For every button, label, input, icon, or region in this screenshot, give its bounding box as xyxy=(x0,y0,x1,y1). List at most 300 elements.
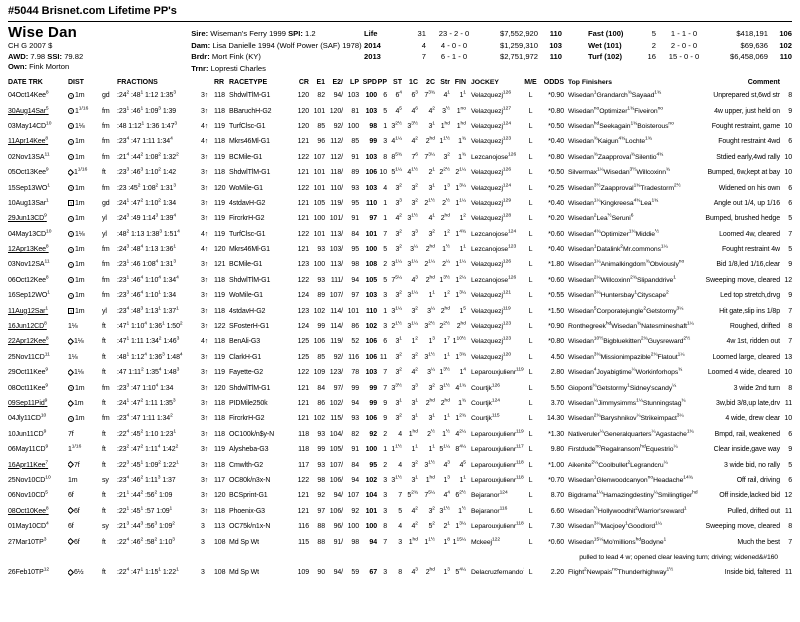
e2-pace: 104/ xyxy=(329,430,343,438)
first-call: $3^{1\frac{1}{4}}$ xyxy=(407,321,418,331)
jockey: Velazquezj$^{123}$ xyxy=(471,337,512,346)
top-finishers: Nativeruler$^{\frac{1}{4}}$Generalquarters$^{\frac{1}{4}}$Agastache$^{1\frac{3}{4}}$ xyxy=(568,429,694,438)
age-restriction: 4↑ xyxy=(201,138,209,146)
class-rating: 122 xyxy=(297,153,309,161)
pedigree-block xyxy=(191,25,364,74)
e1-pace: 93 xyxy=(317,276,325,284)
second-call: $2^{hd}$ xyxy=(425,137,435,146)
field-size: 12 xyxy=(784,276,792,284)
e2-pace: 97/ xyxy=(333,384,343,392)
e1-pace: 106 xyxy=(313,338,325,346)
race-date: 08Oct10Kee$^8$ xyxy=(8,506,49,515)
e1-pace: 97 xyxy=(317,507,325,515)
turf-marker-icon: T xyxy=(69,155,73,161)
race-date: 29Oct11Kee$^9$ xyxy=(8,367,49,377)
race-rating: 118 xyxy=(214,138,225,146)
second-call: $1^{1\frac{1}{2}}$ xyxy=(424,537,435,546)
track-condition: ft xyxy=(102,461,106,469)
race-distance: T 1m xyxy=(69,199,85,207)
track-condition: sy xyxy=(102,476,109,484)
late-pace: 95 xyxy=(351,199,359,207)
ssi-label: SSI: xyxy=(47,51,63,61)
pp-row xyxy=(8,211,792,226)
age-restriction: 3↑ xyxy=(201,199,209,207)
finish-position: $6^{2\frac{1}{2}}$ xyxy=(455,491,466,500)
speed-figure: 106 xyxy=(365,353,377,361)
comment: 4 wide, drew clear xyxy=(725,415,780,423)
comment: Bumped, 6w,kept at bay xyxy=(707,169,780,177)
late-pace: 81 xyxy=(351,107,359,115)
comment: Off inside,lacked bid xyxy=(719,492,780,500)
top-finishers: Wisedan$^5$Corporatejungle$^2$Getstormy$^{3\frac{1}{4}}$ xyxy=(568,306,684,315)
field-size: 6 xyxy=(788,476,792,484)
e1-pace: 102 xyxy=(313,307,325,315)
e1-pace: 88 xyxy=(317,523,325,531)
field-size: 7 xyxy=(788,307,792,315)
col-header-medication: M/E xyxy=(524,79,537,86)
medication: L xyxy=(528,415,533,423)
stretch-call: $1^3$ xyxy=(443,183,450,192)
post-position: 3 xyxy=(383,507,387,515)
field-size: 11 xyxy=(784,569,792,577)
stretch-call: $4^4$ xyxy=(443,491,450,500)
class-rating: 122 xyxy=(297,230,309,238)
track-condition: ft xyxy=(102,353,106,361)
first-call: $3^{3\frac{1}{2}}$ xyxy=(407,121,418,130)
start-call: $7^{5\frac{1}{4}}$ xyxy=(391,275,402,284)
e2-pace: 120/ xyxy=(329,107,343,115)
race-type: TurfClsc-G1 xyxy=(229,122,266,130)
field-size: 9 xyxy=(788,292,792,300)
post-position: 7 xyxy=(383,538,387,546)
speed-figure: 103 xyxy=(365,184,377,192)
late-pace: 86 xyxy=(351,323,359,331)
finish-position: $1^1$ xyxy=(459,90,466,100)
stat-lb: 2013 xyxy=(364,52,381,61)
pp-row xyxy=(8,257,792,272)
owner-line xyxy=(8,62,191,73)
fractions: $:24^2$ $:48^1$ 1:12 $1:35^3$ xyxy=(117,90,177,100)
post-position: 8 xyxy=(383,523,387,531)
class-rating: 117 xyxy=(298,461,309,469)
race-distance: T 1m xyxy=(69,138,85,146)
top-finishers: Wisedan$^{15\frac{1}{4}}$Mo'millions$^{hd}$Bodyne$^1$ xyxy=(568,537,667,546)
odds: *0.80 xyxy=(548,338,564,346)
field-size: 10 xyxy=(784,122,792,130)
top-finishers: Wisedan$^{\frac{3}{4}}$Zaapproval$^{\frac{3}{4}}$Silentio$^{4\frac{3}{4}}$ xyxy=(568,152,664,161)
race-rating: 118 xyxy=(214,107,225,115)
first-call: $3^2$ xyxy=(411,183,418,192)
fractions: $:23^3$ $:46^4$ $1:10^1$ 1:34 xyxy=(117,290,177,300)
age-restriction: 3↑ xyxy=(201,307,209,315)
fractions: $:22^4$ $:47^1$ $1:15^1$ $1:22^1$ xyxy=(117,567,179,577)
first-call: $1^2$ xyxy=(411,337,418,346)
track-condition: fm xyxy=(102,107,110,115)
e2-pace: 105/ xyxy=(329,446,343,454)
speed-figure: 100 xyxy=(365,523,377,531)
stretch-call: $3^{1\frac{1}{2}}$ xyxy=(439,383,450,392)
race-distance: T 1m xyxy=(69,215,85,223)
odds: *0.60 xyxy=(548,276,564,284)
comment: Bumped, brushed hedge xyxy=(705,215,780,223)
stretch-call: $2^{hd}$ xyxy=(440,213,450,223)
stat-lb: Fast (100) xyxy=(588,29,624,38)
first-call: $6^3$ xyxy=(411,90,418,100)
top-finishers: Wisedan$^{4\frac{3}{4}}$Optimizer$^{1\frac{3}{4}}$Middie$^{\frac{1}{2}}$ xyxy=(568,229,660,238)
col-header-odds: ODDS xyxy=(543,79,564,86)
age-restriction: 3↑ xyxy=(201,353,209,361)
col-header-stretch-call: Str xyxy=(440,79,450,86)
odds: 9.80 xyxy=(550,446,564,454)
post-position: 7 xyxy=(383,230,387,238)
inner-turf-marker-icon: T xyxy=(69,309,73,315)
first-call: $3^2$ xyxy=(411,198,418,207)
race-date: 26Feb10TP$^{12}$ xyxy=(8,567,50,577)
finish-position: $1^{hd}$ xyxy=(456,121,466,130)
class-rating: 116 xyxy=(298,523,309,531)
record-stats-surface xyxy=(588,28,792,63)
horse-identity xyxy=(8,25,191,73)
fractions: $:21^3$ $:44^3$ $:56^3$ $1:09^2$ xyxy=(117,521,176,531)
race-date: 08Oct11Kee$^9$ xyxy=(8,383,49,392)
jockey: Courtjk$^{115}$ xyxy=(471,414,500,423)
e2-pace: 94/ xyxy=(333,92,343,100)
e1-pace: 84 xyxy=(317,384,325,392)
breeder-label: Brdr: xyxy=(191,52,210,61)
late-pace: 100 xyxy=(347,122,359,130)
odds: *0.40 xyxy=(548,199,564,207)
start-call: $3^2$ xyxy=(395,367,402,377)
comment: Clear inside,gave way xyxy=(713,446,780,454)
late-pace: 82 xyxy=(351,430,359,438)
class-rating: 121 xyxy=(297,246,309,254)
race-date: 10Aug13Sar$^1$ xyxy=(8,198,49,207)
jockey: Velazquezj$^{128}$ xyxy=(471,214,512,223)
post-position: 9 xyxy=(383,415,387,423)
class-rating: 121 xyxy=(297,215,309,223)
age-restriction: 4↑ xyxy=(201,338,209,346)
medication: L xyxy=(528,507,533,515)
finish-position: $1^{2\frac{3}{4}}$ xyxy=(455,414,466,423)
e1-pace: 93 xyxy=(317,246,325,254)
race-date: $27Mar10TP^3$ xyxy=(8,537,47,546)
post-position: 5 xyxy=(383,276,387,284)
second-call: $3^{\frac{1}{4}}$ xyxy=(427,306,435,315)
jockey: Leparouxjulienr$^{118}$ xyxy=(471,521,524,531)
comment: 3 wide 2nd turn xyxy=(733,384,780,392)
race-date: 22Apr12Kee$^8$ xyxy=(8,337,49,346)
pp-row xyxy=(8,442,792,457)
comment: Fought restraint 4w xyxy=(721,246,780,254)
top-finishers: Silvermax$^{1\frac{1}{4}}$Wisedan$^{3\frac{1}{2}}$Willcoxinn$^{\frac{3}{4}}$ xyxy=(568,167,670,177)
speed-figure: 103 xyxy=(365,369,377,377)
odds: *0.20 xyxy=(548,215,564,223)
inner-turf-marker-icon: T xyxy=(69,201,73,207)
pp-row xyxy=(8,565,792,580)
track-condition: ft xyxy=(102,507,106,515)
track-condition: fm xyxy=(102,153,110,161)
field-size: 8 xyxy=(788,323,792,331)
race-rating: 120 xyxy=(214,492,226,500)
comment: Widened on his own xyxy=(718,184,780,192)
speed-figure: 97 xyxy=(369,215,377,223)
all-weather-marker-icon xyxy=(68,461,74,468)
field-size: 9 xyxy=(788,261,792,269)
race-rating: 120 xyxy=(214,246,226,254)
odds: *0.50 xyxy=(548,122,564,130)
top-finishers: Ronthegreek$^{hd}$Wisedan$^{\frac{3}{4}}$Natesmineshaft$^{1\frac{1}{4}}$ xyxy=(568,321,694,331)
col-header-field-size xyxy=(780,79,792,88)
col-header-finish-position: FIN xyxy=(454,79,466,86)
race-type: BCMile-G1 xyxy=(229,261,263,269)
pp-row xyxy=(8,227,792,242)
class-rating: 124 xyxy=(297,323,309,331)
age-restriction: 3 xyxy=(201,538,205,546)
speed-figure: 106 xyxy=(365,338,377,346)
jockey: Mckeej$^{122}$ xyxy=(471,537,501,546)
fractions: $:24^1$ $:47^2$ 1:11 $1:35^3$ xyxy=(117,398,176,407)
second-call: $3^2$ xyxy=(428,229,435,238)
pp-row xyxy=(8,180,792,195)
odds: 4.50 xyxy=(550,353,564,361)
post-position: 11 xyxy=(379,353,387,361)
stat-s4: 110 xyxy=(549,52,562,61)
jockey: Delacruzfernando xyxy=(471,569,524,577)
odds: *0.60 xyxy=(548,538,564,546)
field-size: 5 xyxy=(788,215,792,223)
stretch-call: $1^7$ xyxy=(443,337,450,346)
late-pace: 92 xyxy=(351,507,359,515)
race-rating: 118 xyxy=(214,400,225,407)
medication: L xyxy=(528,246,533,254)
col-header-race-rating: RR xyxy=(214,79,225,86)
race-rating: 118 xyxy=(214,507,225,515)
fractions: :48 $1:12^1$ 1:36 $1:47^3$ xyxy=(117,121,178,130)
top-finishers: Wisedan$^{\frac{1}{2}}$Hollywoodhit$^2$Warrior'sreward$^1$ xyxy=(568,506,687,515)
post-position: 5 xyxy=(383,107,387,115)
pp-table xyxy=(8,79,792,581)
race-rating: 119 xyxy=(214,353,225,361)
pp-row xyxy=(8,396,792,411)
stretch-call: $2^{hd}$ xyxy=(440,398,450,407)
race-rating: 119 xyxy=(214,446,225,454)
e1-pace: 101 xyxy=(313,184,325,192)
col-header-jockey: JOCKEY xyxy=(471,79,499,86)
race-date: 30Aug14Sar$^5$ xyxy=(8,106,49,115)
first-call: $5^{2\frac{3}{4}}$ xyxy=(407,491,418,500)
speed-figure: 95 xyxy=(369,461,377,469)
finish-position: $1^{15\frac{1}{4}}$ xyxy=(452,537,466,546)
e2-pace: 92/ xyxy=(333,353,343,361)
col-header-start-call: ST xyxy=(393,79,402,86)
stretch-call: $4^1$ xyxy=(443,90,450,100)
medication: L xyxy=(528,338,533,346)
top-finishers: Wisedan$^{1\frac{1}{4}}$Kingkreesa$^{4\frac{3}{4}}$Lea$^{1\frac{3}{4}}$ xyxy=(568,198,659,207)
jockey: Bejaranor$^{124}$ xyxy=(471,491,508,500)
e1-pace: 92 xyxy=(317,492,325,500)
jockey: Leparouxjulienr$^{119}$ xyxy=(471,429,524,438)
first-call: $3^3$ xyxy=(411,229,418,238)
top-finishers: Bigdrama$^{1\frac{1}{4}}$Hamazingdestiny$^{\frac{1}{4}}$Smilingtiger$^{hd}$ xyxy=(568,491,698,500)
pp-row xyxy=(8,334,792,349)
e2-pace: 101/ xyxy=(329,215,343,223)
stat-s3: $6,458,069 xyxy=(729,52,768,61)
late-pace: 98 xyxy=(351,261,359,269)
race-rating: 119 xyxy=(214,292,225,300)
race-distance: 6½ xyxy=(68,565,102,580)
fractions: $:48^2$ 1:13 $1:38^3$ $1:51^4$ xyxy=(117,229,180,238)
race-date: 25Nov11CD$^{11}$ xyxy=(8,352,50,361)
comment: 3w,bid 3/8,up late,drv xyxy=(716,400,780,407)
class-rating: 125 xyxy=(297,338,309,346)
pp-row xyxy=(8,165,792,180)
age-restriction: 3↑ xyxy=(201,276,209,284)
late-pace: 94 xyxy=(351,400,359,407)
finish-position: $1^{3\frac{1}{4}}$ xyxy=(455,183,466,192)
medication: L xyxy=(528,138,533,146)
class-rating: 125 xyxy=(297,353,309,361)
finish-position: $2^{hd}$ xyxy=(456,321,466,331)
stretch-call: $2^{2\frac{1}{2}}$ xyxy=(439,167,450,177)
e1-pace: 101 xyxy=(313,107,325,115)
start-call: $3^2$ xyxy=(395,183,402,192)
field-size: 8 xyxy=(788,523,792,531)
race-rating: 119 xyxy=(214,215,225,223)
second-call: $7^{5\frac{1}{4}}$ xyxy=(424,491,435,500)
e1-pace: 100 xyxy=(313,215,325,223)
first-call: $3^1$ xyxy=(411,398,418,407)
jockey: Leparouxjulienr$^{117}$ xyxy=(471,444,524,454)
speed-figure: 110 xyxy=(366,199,377,207)
race-distance: T 1m xyxy=(69,384,85,392)
race-rating: 108 xyxy=(214,569,226,577)
class-rating: 121 xyxy=(297,415,309,423)
race-date: 12Apr13Kee$^8$ xyxy=(8,244,49,254)
late-pace: 89 xyxy=(351,169,359,177)
start-call: $3^2$ xyxy=(395,414,402,423)
finish-position: $1^{\frac{3}{4}}$ xyxy=(458,137,466,146)
all-weather-marker-icon xyxy=(68,538,74,545)
top-finishers: Wisedan$^1$Datalink$^2$Mr.commons$^{1\frac{1}{4}}$ xyxy=(568,244,668,254)
odds: *0.55 xyxy=(548,292,564,300)
race-rating: 118 xyxy=(214,169,225,177)
class-rating: 121 xyxy=(297,199,309,207)
e2-pace: 107/ xyxy=(329,461,343,469)
race-distance: 1m xyxy=(68,396,102,411)
post-position: 10 xyxy=(379,169,387,177)
second-call: $2^{hd}$ xyxy=(425,567,435,577)
jockey: Velazquezj$^{127}$ xyxy=(471,106,512,115)
start-call: $3^1$ xyxy=(395,398,402,407)
first-call: $1^{hd}$ xyxy=(408,429,418,438)
age-restriction: 3↑ xyxy=(201,369,209,377)
top-finishers: Aikenite$^{2\frac{1}{4}}$Coolbullet$^2$Legrandcru$^{\frac{1}{4}}$ xyxy=(568,460,668,469)
race-date: 03Nov12SA$^{11}$ xyxy=(8,260,50,269)
stat-s3: $69,636 xyxy=(740,40,768,50)
field-size: 8 xyxy=(788,92,792,100)
fractions: :47 $1:11^2$ $1:35^4$ $1:48^3$ xyxy=(117,367,180,377)
top-finishers: Wisedan$^{3\frac{1}{2}}$Zaapproval$^{1\frac{3}{4}}$Tradestorm$^{2\frac{1}{2}}$ xyxy=(568,183,681,192)
fractions: $:47^1$ 1:11 $1:34^2$ $1:46^3$ xyxy=(117,337,180,346)
stat-s2: 1 - 1 - 0 xyxy=(670,29,698,38)
start-call: $3^{2\frac{1}{2}}$ xyxy=(391,121,402,130)
e2-pace: 111/ xyxy=(330,276,343,284)
track-condition: gd xyxy=(102,92,110,100)
finish-position: $1^{no}$ xyxy=(456,106,466,115)
stretch-call: $5^{1\frac{1}{4}}$ xyxy=(439,444,450,454)
age-restriction: 4↑ xyxy=(201,230,209,238)
stretch-call: $1^2$ xyxy=(443,229,450,238)
all-weather-marker-icon xyxy=(68,169,74,176)
field-size: 12 xyxy=(784,492,792,500)
race-distance: T 1⅛ xyxy=(69,230,85,238)
race-type: OC75k/n1x-N xyxy=(229,523,271,531)
top-finishers: Wisedan$^{3\frac{1}{4}}$Huntersbay$^1$Cityscape$^2$ xyxy=(568,291,669,300)
e1-pace: 86 xyxy=(317,400,325,407)
stretch-call: $1^{\frac{1}{2}}$ xyxy=(442,244,450,254)
race-distance: 6f xyxy=(68,492,74,500)
finish-position: $4^{2\frac{1}{4}}$ xyxy=(455,429,466,438)
late-pace: 116 xyxy=(348,353,359,361)
class-rating: 122 xyxy=(297,476,309,484)
medication: L xyxy=(528,446,533,454)
stretch-call: $2^{hd}$ xyxy=(440,306,450,315)
medication: L xyxy=(528,184,533,192)
post-position: 1 xyxy=(383,446,387,454)
all-weather-marker-icon xyxy=(68,399,74,406)
pp-row xyxy=(8,504,792,519)
post-position: 1 xyxy=(383,199,387,207)
speed-figure: 106 xyxy=(365,169,377,177)
late-pace: 91 xyxy=(351,153,359,161)
finish-position: $1^{3\frac{1}{4}}$ xyxy=(455,290,466,300)
stretch-call: $3^{1\frac{1}{2}}$ xyxy=(439,506,450,515)
stretch-call: $1^2$ xyxy=(443,290,450,300)
speed-figure: 103 xyxy=(365,107,377,115)
race-date: $06Nov10CD^5$ xyxy=(8,491,48,500)
late-pace: 93 xyxy=(351,184,359,192)
comment: Loomed 4 wide, cleared xyxy=(707,369,780,377)
class-rating: 122 xyxy=(297,184,309,192)
fractions: $:23^1$ $:46^1$ $1:09^3$ 1:39 xyxy=(117,106,177,115)
stat-row xyxy=(588,51,792,63)
col-header-class-rating: CR xyxy=(298,79,309,86)
first-call: $4^6$ xyxy=(411,106,418,115)
post-position: 7 xyxy=(383,369,387,377)
start-call: $8^{5\frac{3}{4}}$ xyxy=(391,152,402,161)
speed-figure: 100 xyxy=(365,446,377,454)
fractions: $:22^4$ $:46^2$ $:58^2$ $1:10^3$ xyxy=(117,537,176,546)
odds: *1.50 xyxy=(548,307,564,315)
track-condition: gd xyxy=(102,199,110,207)
late-pace: 59 xyxy=(351,569,359,577)
stat-row xyxy=(364,51,562,63)
stat-s4: 106 xyxy=(779,29,792,38)
speed-figure: 99 xyxy=(369,384,377,392)
spi-label: SPI: xyxy=(288,29,303,38)
e1-pace: 100 xyxy=(313,261,325,269)
race-distance: 1m xyxy=(68,476,78,484)
trip-note: pulled to lead 4 w; opened clear leaving turn; driving; widened&#160 xyxy=(579,553,778,561)
field-size: 5 xyxy=(788,246,792,254)
race-date: $16Sep12WO^1$ xyxy=(8,290,50,300)
late-pace: 91 xyxy=(351,215,359,223)
awd-value: 7.98 xyxy=(30,51,46,61)
top-finishers: Firstdude$^{no}$Regalransom$^{hd}$Equestrio$^{\frac{1}{4}}$ xyxy=(568,444,678,454)
track-condition: fm xyxy=(102,122,110,130)
trainer-value: Lopresti Charles xyxy=(210,63,266,73)
race-distance: 7f xyxy=(68,457,102,472)
